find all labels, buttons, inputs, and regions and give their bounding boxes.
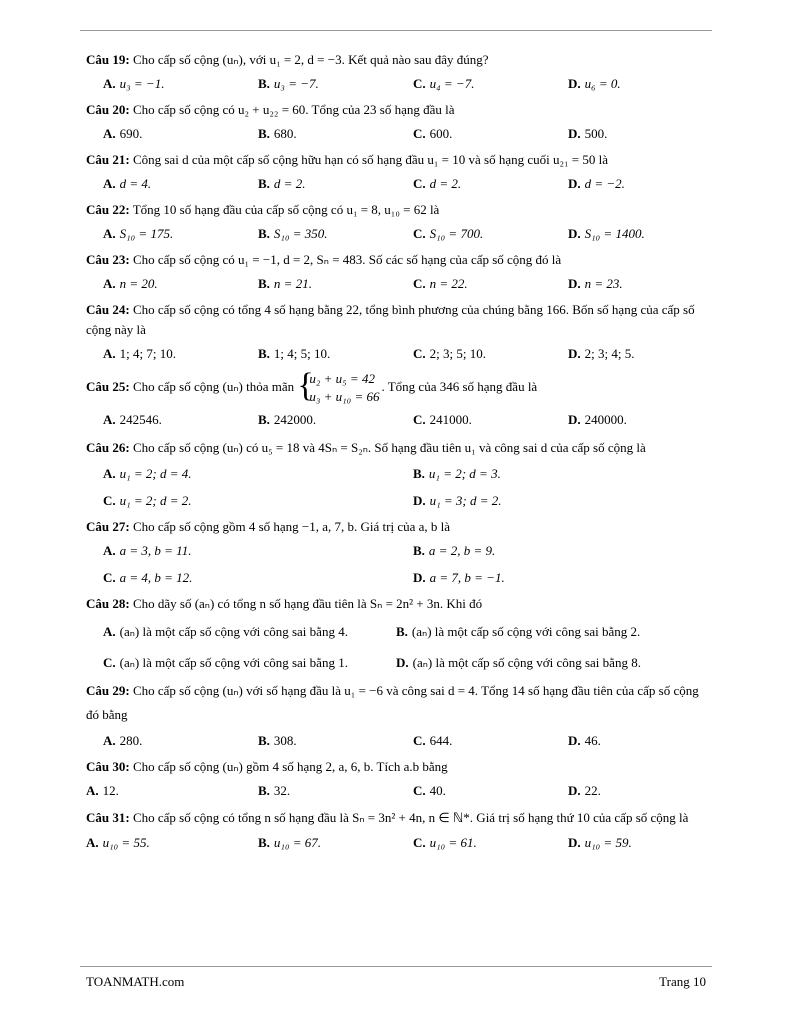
equation-line: u₃ + u₁₀ = 66 xyxy=(309,389,380,404)
question-text: Tổng 10 số hạng đầu của cấp số cộng có u₁ = 8, u₁₀ = 62 là xyxy=(132,202,440,217)
option-a[interactable]: A. n = 20. xyxy=(103,276,158,291)
question-text-after: . Tổng của 346 số hạng đầu là xyxy=(381,378,538,394)
question-23 xyxy=(86,250,710,293)
question-label: Câu 30: xyxy=(86,759,130,774)
question-26 xyxy=(86,436,710,510)
question-label: Câu 27: xyxy=(86,519,130,534)
option-c[interactable]: C. d = 2. xyxy=(413,176,462,191)
option-b[interactable]: B. d = 2. xyxy=(258,176,306,191)
question-24 xyxy=(86,300,710,363)
option-c[interactable]: C. u₁₀ = 61. xyxy=(413,835,477,850)
option-b[interactable]: B. u₁ = 2; d = 3. xyxy=(413,466,501,481)
question-21 xyxy=(86,150,710,193)
option-a[interactable]: A. 1; 4; 7; 10. xyxy=(103,346,176,361)
question-text: Cho cấp số cộng có tổng n số hạng đầu là Sₙ = 3n² + 4n, n ∈ ℕ*. Giá trị số hạng thứ 10 của cấp số cộng là xyxy=(132,810,689,825)
option-a[interactable]: A. S₁₀ = 175. xyxy=(103,226,174,241)
option-b[interactable]: B. 32. xyxy=(258,783,291,798)
question-text: Cho cấp số cộng có tổng 4 số hạng bằng 22, tổng bình phương của chúng bằng 166. Bốn số hạng của cấp số cộng này là xyxy=(86,302,695,337)
option-a[interactable]: A. u₁₀ = 55. xyxy=(86,835,150,850)
option-c[interactable]: C. u₁ = 2; d = 2. xyxy=(103,493,192,508)
question-text: Cho cấp số cộng có u₁ = −1, d = 2, Sₙ = 483. Số các số hạng của cấp số cộng đó là xyxy=(132,252,562,267)
question-label: Câu 20: xyxy=(86,102,130,117)
option-c[interactable]: C. 40. xyxy=(413,783,446,798)
option-d[interactable]: D. 2; 3; 4; 5. xyxy=(568,346,635,361)
option-d[interactable]: D. d = −2. xyxy=(568,176,625,191)
equation-system xyxy=(299,370,379,406)
question-label: Câu 29: xyxy=(86,683,130,698)
option-b[interactable]: B. u₃ = −7. xyxy=(258,76,319,91)
option-d[interactable]: D. 500. xyxy=(568,126,608,141)
option-d[interactable]: D. u₁₀ = 59. xyxy=(568,835,632,850)
question-text: Cho cấp số cộng (uₙ) gồm 4 số hạng 2, a, 6, b. Tích a.b bằng xyxy=(132,759,448,774)
question-text: Cho cấp số cộng (uₙ) có u₅ = 18 và 4Sₙ = S₂ₙ. Số hạng đầu tiên u₁ và công sai d của cấp số cộng là xyxy=(132,440,646,455)
footer-rule xyxy=(80,966,712,967)
option-d[interactable]: D. (aₙ) là một cấp số cộng với công sai bằng 8. xyxy=(396,655,641,670)
option-c[interactable]: C. 2; 3; 5; 10. xyxy=(413,346,486,361)
question-text: Cho cấp số cộng (uₙ) với số hạng đầu là u₁ = −6 và công sai d = 4. Tổng 14 số hạng đầu tiên của cấp số cộng đó bằng xyxy=(86,683,699,722)
question-text: Cho cấp số cộng có u₂ + u₂₂ = 60. Tổng của 23 số hạng đầu là xyxy=(132,102,455,117)
question-text: Công sai d của một cấp số cộng hữu hạn có số hạng đầu u₁ = 10 và số hạng cuối u₂₁ = 50 là xyxy=(132,152,609,167)
question-text: Cho dãy số (aₙ) có tổng n số hạng đầu tiên là Sₙ = 2n² + 3n. Khi đó xyxy=(132,596,483,611)
option-d[interactable]: D. S₁₀ = 1400. xyxy=(568,226,645,241)
question-label: Câu 19: xyxy=(86,52,130,67)
option-d[interactable]: D. a = 7, b = −1. xyxy=(413,570,505,585)
question-label: Câu 22: xyxy=(86,202,130,217)
question-label: Câu 24: xyxy=(86,302,130,317)
option-b[interactable]: B. S₁₀ = 350. xyxy=(258,226,328,241)
option-c[interactable]: C. n = 22. xyxy=(413,276,468,291)
option-a[interactable]: A. 690. xyxy=(103,126,143,141)
question-text: Cho cấp số cộng (uₙ) thỏa mãn xyxy=(132,378,295,394)
option-d[interactable]: D. 22. xyxy=(568,783,601,798)
question-label: Câu 31: xyxy=(86,810,130,825)
question-20 xyxy=(86,100,710,143)
question-text: Cho cấp số cộng gồm 4 số hạng −1, a, 7, b. Giá trị của a, b là xyxy=(132,519,451,534)
option-a[interactable]: A. 12. xyxy=(86,783,119,798)
option-c[interactable]: C. (aₙ) là một cấp số cộng với công sai bằng 1. xyxy=(103,655,348,670)
question-25 xyxy=(86,370,710,429)
question-29 xyxy=(86,679,710,750)
option-a[interactable]: A. 280. xyxy=(103,733,143,748)
option-c[interactable]: C. 644. xyxy=(413,733,453,748)
equation-line: u₂ + u₅ = 42 xyxy=(309,371,375,386)
question-19 xyxy=(86,50,710,93)
question-label: Câu 26: xyxy=(86,440,130,455)
option-a[interactable]: A. u₃ = −1. xyxy=(103,76,165,91)
option-a[interactable]: A. (aₙ) là một cấp số cộng với công sai bằng 4. xyxy=(103,624,348,639)
option-b[interactable]: B. 242000. xyxy=(258,412,317,427)
question-label: Câu 25: xyxy=(86,378,130,394)
option-c[interactable]: C. 241000. xyxy=(413,412,472,427)
header-rule xyxy=(80,30,712,31)
option-c[interactable]: C. u₄ = −7. xyxy=(413,76,475,91)
option-d[interactable]: D. 46. xyxy=(568,733,601,748)
question-22 xyxy=(86,200,710,243)
option-b[interactable]: B. a = 2, b = 9. xyxy=(413,543,496,558)
option-a[interactable]: A. 242546. xyxy=(103,412,162,427)
option-b[interactable]: B. (aₙ) là một cấp số cộng với công sai bằng 2. xyxy=(396,624,641,639)
question-list xyxy=(86,50,710,859)
option-b[interactable]: B. 1; 4; 5; 10. xyxy=(258,346,331,361)
question-31 xyxy=(86,807,710,852)
option-c[interactable]: C. S₁₀ = 700. xyxy=(413,226,484,241)
option-a[interactable]: A. a = 3, b = 11. xyxy=(103,543,192,558)
question-30 xyxy=(86,757,710,800)
footer-site: TOANMATH.com xyxy=(86,974,185,989)
option-c[interactable]: C. a = 4, b = 12. xyxy=(103,570,193,585)
option-b[interactable]: B. n = 21. xyxy=(258,276,312,291)
option-d[interactable]: D. n = 23. xyxy=(568,276,623,291)
question-label: Câu 23: xyxy=(86,252,130,267)
option-b[interactable]: B. 680. xyxy=(258,126,297,141)
option-b[interactable]: B. 308. xyxy=(258,733,297,748)
question-28 xyxy=(86,594,710,672)
option-d[interactable]: D. u₆ = 0. xyxy=(568,76,621,91)
option-d[interactable]: D. 240000. xyxy=(568,412,627,427)
option-b[interactable]: B. u₁₀ = 67. xyxy=(258,835,321,850)
option-c[interactable]: C. 600. xyxy=(413,126,453,141)
question-text: Cho cấp số cộng (uₙ), với u₁ = 2, d = −3. Kết quả nào sau đây đúng? xyxy=(132,52,489,67)
footer-page-number: Trang 10 xyxy=(659,974,706,989)
question-label: Câu 21: xyxy=(86,152,130,167)
option-a[interactable]: A. d = 4. xyxy=(103,176,152,191)
question-27 xyxy=(86,517,710,587)
option-a[interactable]: A. u₁ = 2; d = 4. xyxy=(103,466,192,481)
option-d[interactable]: D. u₁ = 3; d = 2. xyxy=(413,493,502,508)
question-label: Câu 28: xyxy=(86,596,130,611)
